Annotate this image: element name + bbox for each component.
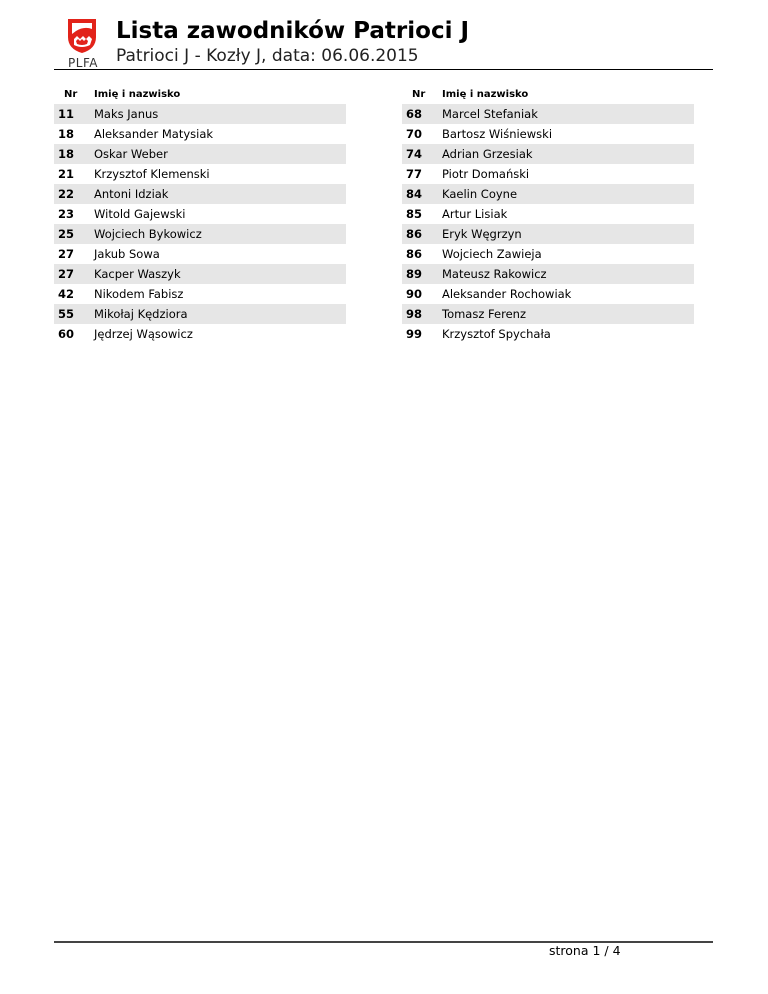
table-row [54,304,346,324]
player-number: 27 [58,247,75,261]
player-number: 21 [58,167,75,181]
table-row [402,184,694,204]
player-name: Aleksander Matysiak [94,127,214,141]
player-number: 18 [58,127,75,141]
column-header-name: Imię i nazwisko [94,88,181,100]
table-row [402,224,694,244]
table-row [54,124,346,144]
player-name: Nikodem Fabisz [94,287,184,301]
player-number: 23 [58,207,75,221]
player-number: 86 [402,224,442,244]
player-name: Artur Lisiak [442,207,508,221]
player-name: Wojciech Zawieja [442,247,542,261]
player-name: Oskar Weber [94,144,346,164]
table-row [54,324,346,344]
player-number: 42 [58,287,75,301]
player-name: Kacper Waszyk [94,264,346,284]
table-row [54,144,346,164]
table-row [402,144,694,164]
player-name: Mikołaj Kędziora [94,304,346,324]
page-subtitle: Patrioci J - Kozły J, data: 06.06.2015 [116,46,419,66]
table-row [402,304,694,324]
player-number: 85 [406,207,423,221]
player-number: 60 [58,327,75,341]
header-divider [54,69,713,70]
column-header-name: Imię i nazwisko [442,88,529,100]
player-name: Piotr Domański [442,167,530,181]
roster-table-right [402,84,694,344]
column-header-nr: Nr [64,88,78,100]
player-number: 89 [402,264,442,284]
player-name: Antoni Idziak [94,184,346,204]
table-row [402,244,694,264]
column-header-nr: Nr [412,88,426,100]
player-name: Jędrzej Wąsowicz [94,327,193,341]
table-row [402,204,694,224]
plfa-logo [62,15,102,71]
player-name: Adrian Grzesiak [442,144,694,164]
table-row [402,104,694,124]
player-number: 98 [402,304,442,324]
logo-text: PLFA [68,56,98,70]
player-number: 70 [406,127,423,141]
plfa-shield-logo-icon [62,15,102,55]
page-number: strona 1 / 4 [549,943,621,958]
table-row [54,204,346,224]
player-number: 22 [54,184,94,204]
table-row [402,324,694,344]
player-name: Witold Gajewski [94,207,186,221]
player-name: Maks Janus [94,104,346,124]
player-number: 90 [406,287,423,301]
player-name: Wojciech Bykowicz [94,224,346,244]
player-name: Bartosz Wiśniewski [442,127,553,141]
player-name: Eryk Węgrzyn [442,224,694,244]
player-number: 25 [54,224,94,244]
page-title: Lista zawodników Patrioci J [116,18,470,44]
player-name: Aleksander Rochowiak [442,287,572,301]
table-row [54,284,346,304]
player-name: Krzysztof Spychała [442,327,551,341]
table-row [54,224,346,244]
table-header-row [402,84,694,104]
table-row [402,264,694,284]
player-number: 68 [402,104,442,124]
player-number: 27 [54,264,94,284]
player-name: Krzysztof Klemenski [94,167,210,181]
player-name: Jakub Sowa [94,247,160,261]
player-number: 77 [406,167,423,181]
table-row [54,244,346,264]
table-row [402,284,694,304]
player-number: 74 [402,144,442,164]
player-name: Tomasz Ferenz [442,304,694,324]
player-number: 18 [54,144,94,164]
player-number: 11 [54,104,94,124]
table-row [54,104,346,124]
table-row [54,264,346,284]
table-row [402,164,694,184]
player-number: 84 [402,184,442,204]
table-row [54,184,346,204]
roster-table-left [54,84,346,344]
player-number: 99 [406,327,423,341]
player-number: 86 [406,247,423,261]
table-header-row [54,84,346,104]
player-name: Mateusz Rakowicz [442,264,694,284]
player-name: Marcel Stefaniak [442,104,694,124]
player-number: 55 [54,304,94,324]
player-name: Kaelin Coyne [442,184,694,204]
table-row [402,124,694,144]
table-row [54,164,346,184]
